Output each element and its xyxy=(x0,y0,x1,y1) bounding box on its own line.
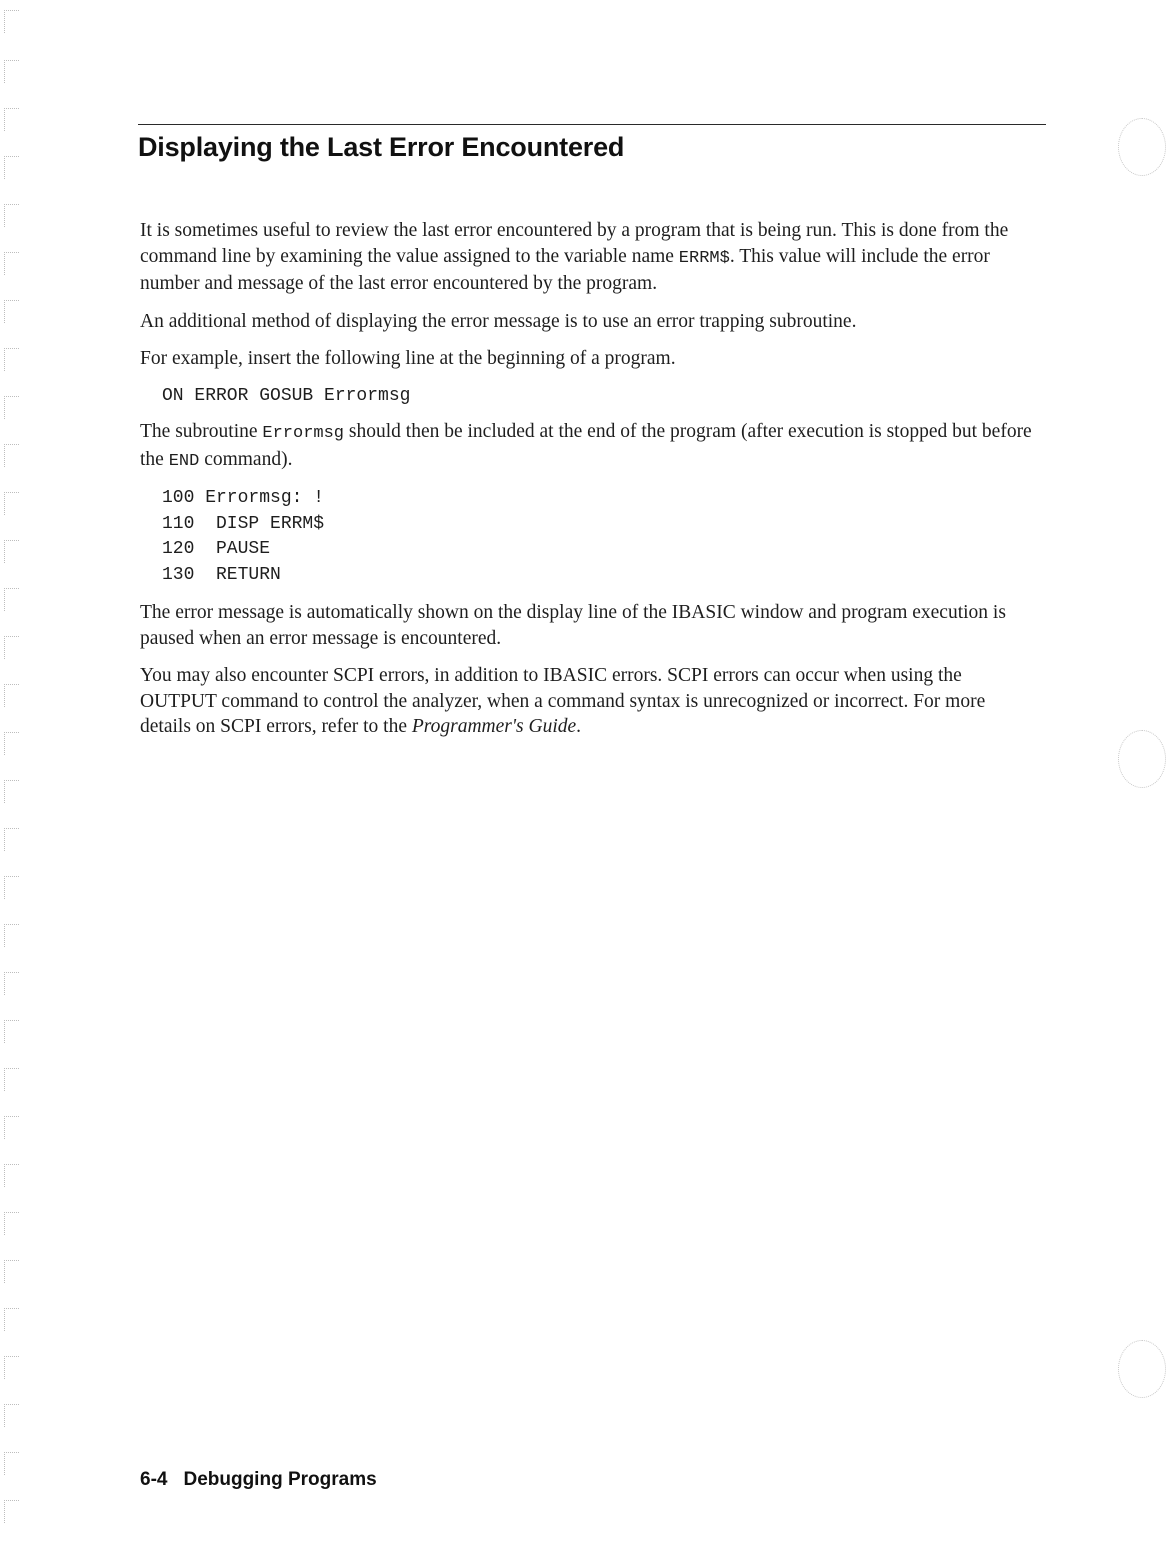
punch-hole-middle xyxy=(1118,730,1166,788)
punch-hole-bottom xyxy=(1118,1340,1166,1398)
paragraph-display: The error message is automatically shown on the display line of the IBASIC window and program execution is paused when an error message is encountered. xyxy=(140,602,1006,649)
variable-errm: ERRM$ xyxy=(678,248,730,268)
paragraph-method: An additional method of displaying the error message is to use an error trapping subroutine. xyxy=(140,310,857,332)
paragraph-subroutine-middle: should then be included at the end of the program (after execution is stopped but before the xyxy=(140,421,1032,470)
page-number: 6-4 xyxy=(140,1469,168,1490)
paragraph-example: For example, insert the following line at the beginning of a program. xyxy=(140,348,676,369)
page-footer xyxy=(140,1469,377,1491)
punch-hole-top xyxy=(1118,118,1166,176)
section-name: Debugging Programs xyxy=(183,1469,377,1490)
paragraph-intro-text: It is sometimes useful to review the last error encountered by a program that is being run. This is done from the command line by examining the value assigned to the variable name xyxy=(140,220,1009,267)
code-line-130: 130 RETURN xyxy=(162,564,281,585)
paragraph-subroutine-end: command). xyxy=(199,448,293,470)
code-on-error: ON ERROR GOSUB Errormsg xyxy=(162,385,411,406)
paragraph-intro-text-end: . This value will include the error number and message of the last error encountered by the program. xyxy=(140,245,990,294)
paragraph-subroutine-text: The subroutine xyxy=(140,421,263,442)
paragraph-intro xyxy=(140,218,1040,297)
code-line-120: 120 PAUSE xyxy=(162,539,271,559)
paragraph-subroutine xyxy=(140,419,1040,474)
end-command: END xyxy=(168,451,200,471)
programmers-guide-ref: Programmer's Guide xyxy=(411,716,577,737)
body-text xyxy=(140,218,1040,752)
code-block xyxy=(162,486,1040,588)
paragraph-scpi-text: You may also encounter SCPI errors, in addition to IBASIC errors. SCPI errors can occur when using the OUTPUT command to control the analyzer, when a command syntax is unrecognized or incorrect. For more details on SCPI errors, refer to the xyxy=(140,665,986,737)
subroutine-name: Errormsg xyxy=(262,424,345,443)
paragraph-scpi-end: . xyxy=(576,716,582,737)
code-line-100: 100 Errormsg: ! xyxy=(162,488,325,508)
code-line-110: 110 DISP ERRM$ xyxy=(162,513,325,534)
heading-rule xyxy=(138,124,1046,125)
paragraph-scpi xyxy=(140,663,1040,740)
page-title: Displaying the Last Error Encountered xyxy=(138,132,625,162)
